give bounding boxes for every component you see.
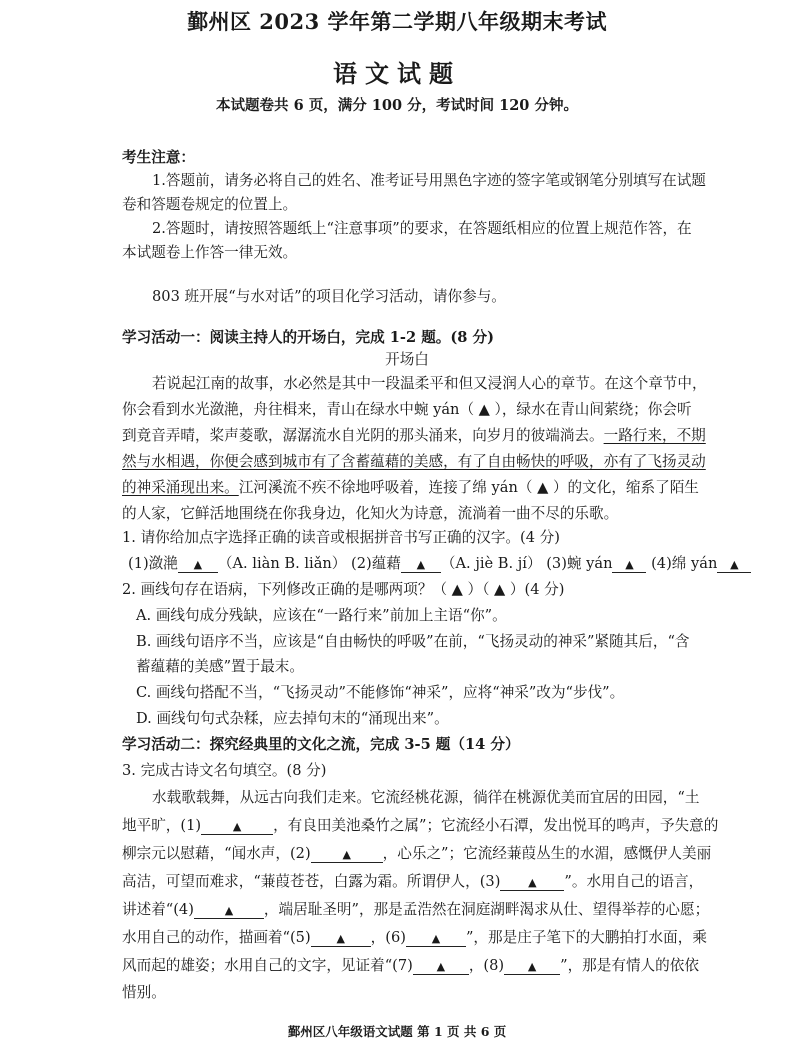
- q3-blank-4[interactable]: [194, 901, 264, 919]
- q3-line-4-a: 高洁，可望而难求，“蒹葭苍苍，白露为霜。所谓伊人，(3): [122, 873, 501, 890]
- q3-line-2: [122, 814, 718, 835]
- q3-blank-6[interactable]: [406, 929, 466, 947]
- q3-line-4-b: ”。水用自己的语言，: [564, 873, 704, 890]
- q3-line-6: [122, 926, 707, 947]
- passage-line-5-plain: 江河溪流不疾不徐地呼吸着，连接了绵 yán（ ▲ ）的文化，缩系了陌生: [238, 479, 699, 496]
- q3-blank-2[interactable]: [311, 845, 383, 863]
- notice-item1-line1: 1.答题前，请务必将自己的姓名、准考证号用黑色字迹的签字笔或钢笔分别填写在试题: [152, 172, 706, 189]
- passage-line-3: [122, 424, 706, 445]
- q3-blank-8[interactable]: [504, 957, 560, 975]
- q1-options: [128, 552, 751, 573]
- triangle-icon: ▲: [224, 904, 234, 917]
- underlined-sentence-end: 的神采涌现出来。: [122, 479, 239, 496]
- section-title: 开场白: [385, 351, 429, 368]
- triangle-icon: ▲: [625, 558, 634, 571]
- q3-line-3-b: ，心乐之”；它流经蒹葭丛生的水湄，感慨伊人美丽: [382, 845, 712, 862]
- q3-line-7-b: ，(8): [468, 957, 505, 974]
- intro-text: 803 班开展“与水对话”的项目化学习活动，请你参与。: [152, 288, 506, 305]
- q2-option-d: D. 画线句句式杂糅，应去掉句末的“涌现出来”。: [136, 710, 449, 727]
- q3-line-5-a: 讲述着“(4): [122, 901, 194, 918]
- notice-item2-line1: 2.答题时，请按照答题纸上“注意事项”的要求，在答题纸相应的位置上规范作答，在: [152, 220, 692, 237]
- q3-line-3-a: 柳宗元以慰藉，“闻水声，(2): [122, 845, 311, 862]
- q1-opt3-word: (3)蜿 yán: [546, 555, 613, 572]
- passage-line-2: 你会看到水光潋滟，舟往楫来，青山在绿水中蜿 yán（ ▲ ），绿水在青山间萦绕；你会听: [122, 401, 692, 418]
- page-footer: 鄞州区八年级语文试题 第 1 页 共 6 页: [287, 1024, 507, 1039]
- q3-line-7: [122, 954, 699, 975]
- q2-option-a: A. 画线句成分残缺，应该在“一路行来”前加上主语“你”。: [136, 607, 507, 624]
- triangle-icon: ▲: [193, 558, 203, 571]
- q3-line-1: 水载歌载舞，从远古向我们走来。它流经桃花源，徜徉在桃源优美而宜居的田园，“土: [152, 789, 700, 806]
- q1-answer-blank-1[interactable]: [178, 555, 218, 573]
- q3-line-7-a: 风而起的雄姿；水用自己的文字，见证着“(7): [122, 957, 413, 974]
- triangle-icon: ▲: [336, 932, 345, 945]
- q3-line-4: [122, 870, 703, 891]
- triangle-icon: ▲: [342, 848, 351, 861]
- q3-line-7-c: ”，那是有情人的依依: [560, 957, 699, 974]
- q3-line-3: [122, 842, 711, 863]
- q1-opt1-choices: （A. liàn B. liǎn）: [217, 555, 347, 572]
- exam-subtitle: 语文试题: [333, 59, 461, 88]
- notice-item2-line2: 本试题卷上作答一律无效。: [122, 244, 298, 261]
- q3-blank-1[interactable]: [201, 817, 273, 835]
- q2-stem: 2. 画线句存在语病，下列修改正确的是哪两项？（ ▲ ）（ ▲ ）(4 分): [122, 581, 565, 598]
- notice-item1-line2: 卷和答题卷规定的位置上。: [122, 196, 298, 213]
- triangle-icon: ▲: [436, 960, 446, 973]
- activity1-heading: 学习活动一：阅读主持人的开场白，完成 1-2 题。(8 分): [122, 329, 495, 346]
- q1-opt2-word: (2)蕴藉: [351, 555, 401, 572]
- q3-line-2-a: 地平旷，(1): [122, 817, 202, 834]
- q3-stem: 3. 完成古诗文名句填空。(8 分): [122, 762, 327, 779]
- triangle-icon: ▲: [431, 932, 441, 945]
- triangle-icon: ▲: [730, 558, 739, 571]
- q2-option-b-line2: 蓄蕴藉的美感”置于最末。: [136, 658, 304, 675]
- notice-heading: 考生注意：: [122, 149, 195, 166]
- q3-line-5: [122, 898, 709, 919]
- activity2-heading: 学习活动二：探究经典里的文化之流，完成 3-5 题（14 分）: [122, 736, 520, 753]
- underlined-sentence-start: 一路行来，不期: [603, 427, 706, 444]
- q3-line-6-a: 水用自己的动作，描画着“(5): [122, 929, 311, 946]
- q2-option-c: C. 画线句搭配不当，“飞扬灵动”不能修饰“神采”，应将“神采”改为“步伐”。: [136, 684, 625, 701]
- exam-title: 鄞州区 2023 学年第二学期八年级期末考试: [186, 9, 608, 34]
- passage-line-1: 若说起江南的故事，水必然是其中一段温柔平和但又浸润人心的章节。在这个章节中，: [152, 375, 707, 392]
- triangle-icon: ▲: [416, 558, 426, 571]
- q3-line-2-b: ，有良田美池桑竹之属”；它流经小石潭，发出悦耳的鸣声，予失意的: [273, 817, 719, 834]
- q1-stem: 1. 请你给加点字选择正确的读音或根据拼音书写正确的汉字。(4 分): [122, 529, 560, 546]
- triangle-icon: ▲: [527, 960, 537, 973]
- q3-blank-5[interactable]: [311, 929, 371, 947]
- q1-opt1-word: (1)潋滟: [128, 555, 178, 572]
- q3-line-6-b: ，(6): [370, 929, 406, 946]
- q3-line-8: 惜别。: [122, 984, 166, 1001]
- passage-line-5: [122, 476, 699, 497]
- q1-opt2-choices: （A. jiè B. jí）: [440, 555, 542, 572]
- q3-blank-7[interactable]: [413, 957, 469, 975]
- q3-blank-3[interactable]: [500, 873, 564, 891]
- triangle-icon: ▲: [528, 876, 537, 889]
- passage-line-3-plain: 到竟音弄晴，桨声菱歌，潺潺流水自光阴的那头涌来，向岁月的彼端淌去。: [122, 427, 604, 444]
- triangle-icon: ▲: [232, 820, 242, 833]
- q3-line-5-b: ，端居耻圣明”，那是孟浩然在洞庭湖畔渴求从仕、望得举荐的心愿；: [263, 901, 710, 918]
- q1-answer-blank-4[interactable]: [717, 555, 751, 573]
- q1-answer-blank-3[interactable]: [612, 555, 646, 573]
- q1-opt4-word: (4)绵 yán: [651, 555, 718, 572]
- q3-line-6-c: ”，那是庄子笔下的大鹏拍打水面，乘: [465, 929, 707, 946]
- q2-option-b-line1: B. 画线句语序不当，应该是“自由畅快的呼吸”在前，“飞扬灵动的神采”紧随其后，“含: [136, 633, 690, 650]
- underlined-sentence-middle: 然与水相遇，你便会感到城市有了含蓄蕴藉的美感，有了自由畅快的呼吸，亦有了飞扬灵动: [122, 453, 706, 470]
- passage-line-6: 的人家，它鲜活地围绕在你我身边，化知火为诗意，流淌着一曲不尽的乐歌。: [122, 505, 619, 522]
- exam-info: 本试题卷共 6 页，满分 100 分，考试时间 120 分钟。: [216, 97, 578, 114]
- q1-answer-blank-2[interactable]: [401, 555, 441, 573]
